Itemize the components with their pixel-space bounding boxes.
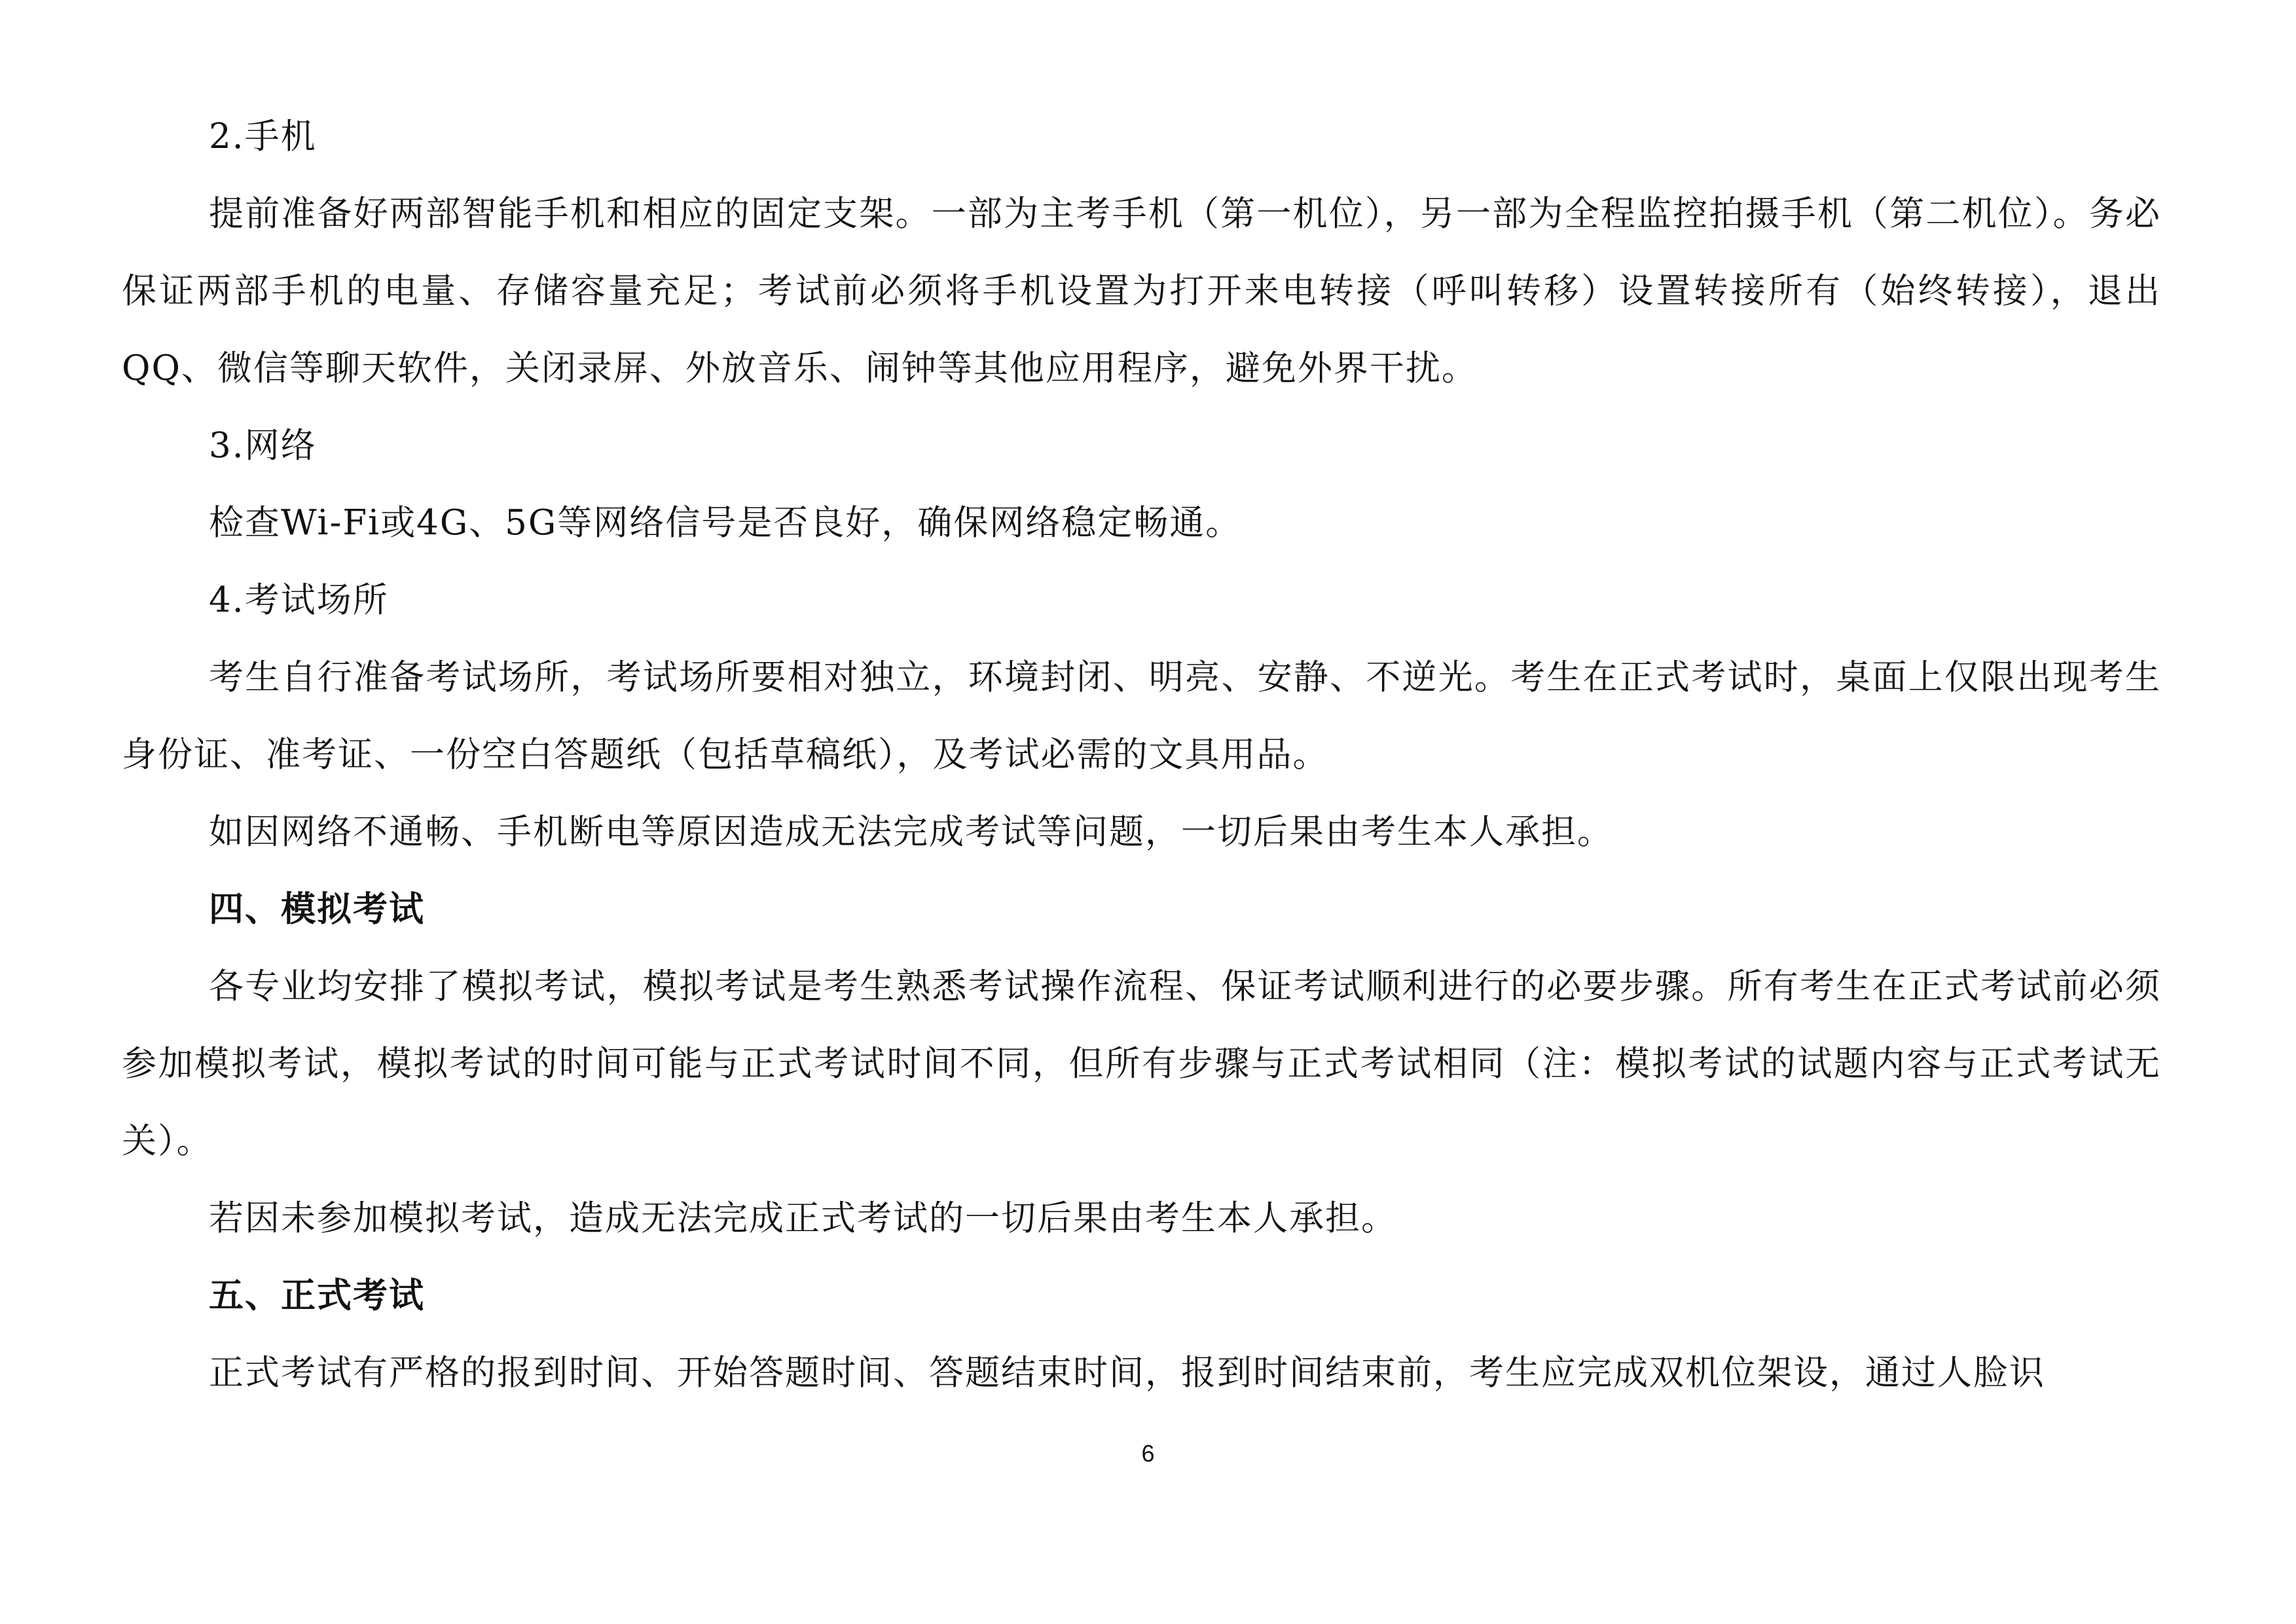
subsection-title-exam-venue: 4.考试场所: [209, 580, 389, 620]
section-heading-formal-exam: 五、正式考试: [209, 1276, 425, 1316]
document-body: [122, 98, 2161, 1412]
paragraph-formal-exam: 正式考试有严格的报到时间、开始答题时间、答题结束时间，报到时间结束前，考生应完成双机位架设，通过人脸识: [209, 1353, 2045, 1393]
paragraph-exam-venue: 考生自行准备考试场所，考试场所要相对独立，环境封闭、明亮、安静、不逆光。考生在正式考试时，桌面上仅限出现考生身份证、准考证、一份空白答题纸（包括草稿纸），及考试必需的文具用品。: [122, 657, 2161, 775]
paragraph-network-check: 检查Wi-Fi或4G、5G等网络信号是否良好，确保网络稳定畅通。: [209, 503, 1242, 543]
page-number: 6: [1141, 1440, 1155, 1467]
paragraph-phone-preparation: 提前准备好两部智能手机和相应的固定支架。一部为主考手机（第一机位），另一部为全程监控拍摄手机（第二机位）。务必保证两部手机的电量、存储容量充足；考试前必须将手机设置为打开来电转接（呼叫转移）设置转接所有（始终转接），退出QQ、微信等聊天软件，关闭录屏、外放音乐、闹钟等其他应用程序，避免外界干扰。: [122, 194, 2161, 388]
paragraph-consequences-network: 如因网络不通畅、手机断电等原因造成无法完成考试等问题，一切后果由考生本人承担。: [209, 812, 1613, 852]
subsection-title-network: 3.网络: [209, 426, 317, 466]
subsection-title-phone: 2.手机: [209, 117, 317, 157]
section-heading-mock-exam: 四、模拟考试: [209, 889, 425, 929]
paragraph-mock-exam: 各专业均安排了模拟考试，模拟考试是考生熟悉考试操作流程、保证考试顺利进行的必要步骤。所有考生在正式考试前必须参加模拟考试，模拟考试的时间可能与正式考试时间不同，但所有步骤与正式考试相同（注：模拟考试的试题内容与正式考试无关）。: [122, 967, 2161, 1161]
paragraph-consequences-mock: 若因未参加模拟考试，造成无法完成正式考试的一切后果由考生本人承担。: [209, 1198, 1397, 1238]
